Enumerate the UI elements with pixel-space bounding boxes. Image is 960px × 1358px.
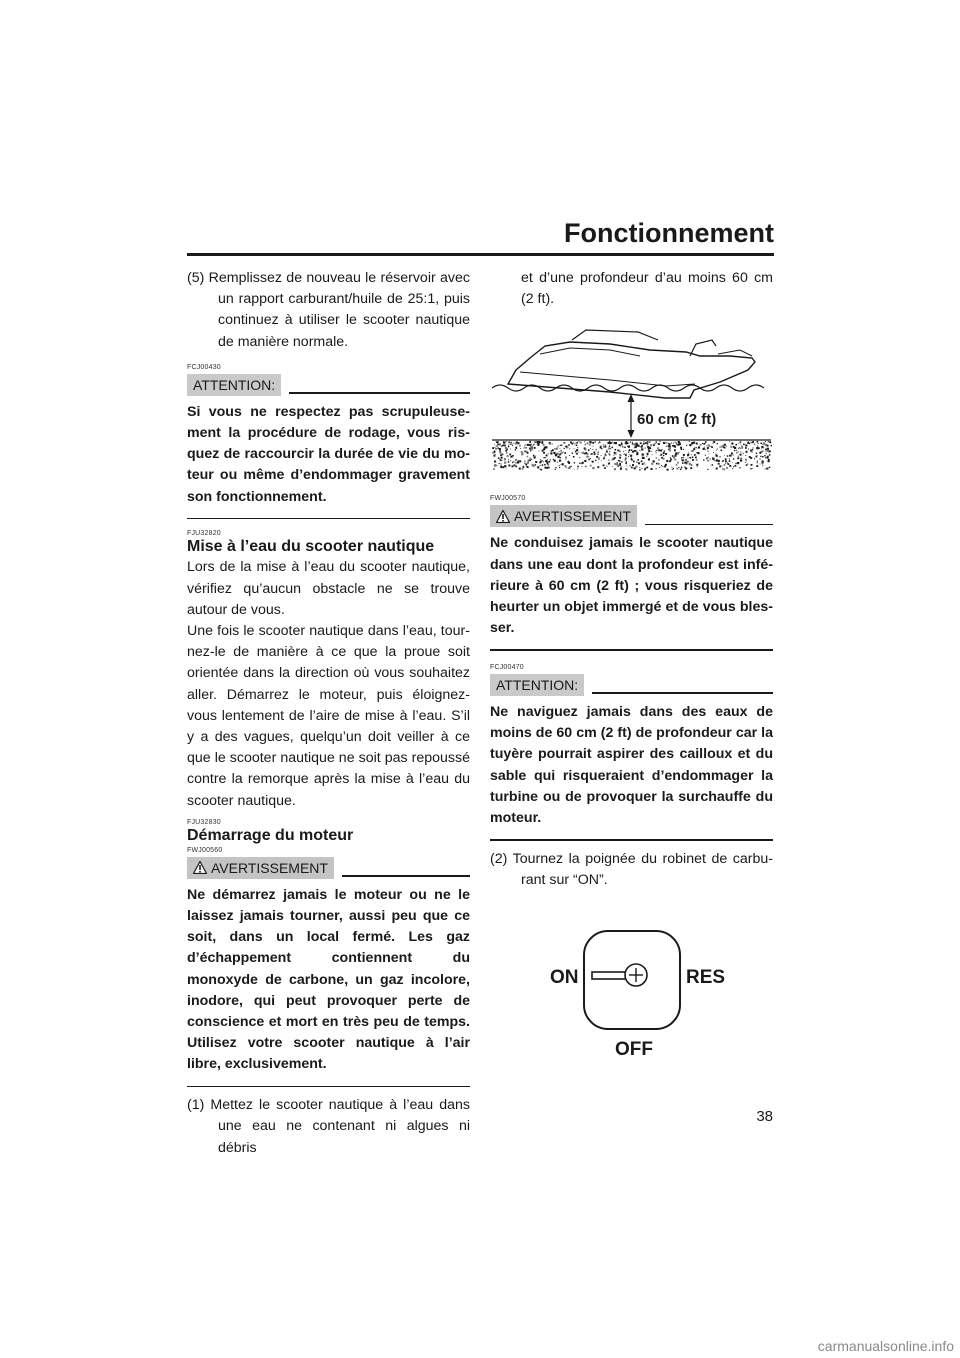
reference-code: FJU32830 <box>187 818 221 826</box>
attention-end-rule <box>187 518 470 520</box>
on-label: ON <box>550 967 579 989</box>
left-column <box>187 268 470 1159</box>
warning-header <box>187 857 470 879</box>
attention-label: ATTENTION: <box>187 374 281 396</box>
warning-rule <box>645 524 773 526</box>
attention-end-rule <box>490 839 773 841</box>
reference-code: FCJ00470 <box>490 663 524 671</box>
warning-label: AVERTISSEMENT <box>211 859 328 876</box>
section-title-launch: Mise à l’eau du scooter nautique <box>187 538 435 556</box>
header-rule <box>187 253 774 256</box>
attention-header <box>187 374 470 396</box>
depth-label: 60 cm (2 ft) <box>637 411 717 429</box>
off-label: OFF <box>615 1039 653 1061</box>
launch-paragraph-2: Une fois le scooter nautique dans l’eau, tournez-le de manière à ce que la proue soit orientée dans la direction où vous souhaitez aller. Démarrez le moteur, puis éloignez-vous lentement de l’aire de mise à l’eau. S’il y a des vagues, quelqu’un doit veiller à ce que le scooter nautique ne soit pas repoussé contre la remorque après la mise à l’eau du scooter nautique. <box>187 622 470 809</box>
warning-icon <box>496 510 510 523</box>
attention-rule <box>592 692 773 694</box>
warning-label: AVERTISSEMENT <box>514 508 631 525</box>
step-1-continued: et d’une profondeur d’au moins 60 cm (2 ft). <box>521 270 773 308</box>
warning-text: Ne démarrez jamais le moteur ou ne le laissez jamais tourner, aussi peu que ce soit, dans un local fermé. Les gaz d’échappement contiennent du monoxyde de carbone, un gaz incolore, inodore, qui peut provoquer perte de conscience et mort en très peu de temps. Utilisez votre scooter nautique à l’air libre, exclusivement. <box>187 886 470 1073</box>
reference-code: FWJ00570 <box>490 495 526 503</box>
attention-label: ATTENTION: <box>490 674 584 696</box>
reference-code: FJU32820 <box>187 530 221 538</box>
warning-text: Ne conduisez jamais le scooter nautique dans une eau dont la profondeur est inférieure à 60 cm (2 ft) ; vous risqueriez de heurter un objet immergé et de vous blesser. <box>490 535 773 637</box>
step-2: (2) Tournez la poignée du robinet de carburant sur “ON”. <box>490 850 773 888</box>
page-title: Fonctionnement <box>564 218 774 248</box>
watermark: carmanualsonline.info <box>817 1338 954 1354</box>
attention-text: Ne naviguez jamais dans des eaux de moins de 60 cm (2 ft) de profondeur car la tuyère pourrait aspirer des cailloux et du sable qui risqueraient d’endommager la turbine ou de provoquer la surchauffe du moteur. <box>490 703 773 826</box>
warning-label-box <box>490 505 637 527</box>
section-title-start: Démarrage du moteur <box>187 826 354 844</box>
attention-header <box>490 674 773 696</box>
attention-rule <box>289 392 470 394</box>
warning-label-box <box>187 857 334 879</box>
depth-figure <box>490 326 773 476</box>
warning-end-rule <box>187 1086 470 1088</box>
step-5: (5) Remplissez de nouveau le réservoir avec un rapport carburant/huile de 25:1, puis continuez à utiliser le scooter nautique de manière normale. <box>187 270 470 350</box>
warning-end-rule <box>490 649 773 651</box>
attention-text: Si vous ne respectez pas scrupuleusement la procédure de rodage, vous risquez de raccourcir la durée de vie du moteur ou même d’endommager gravement son fonctionnement. <box>187 403 470 505</box>
warning-header <box>490 505 773 527</box>
reference-code: FWJ00560 <box>187 846 223 854</box>
res-label: RES <box>686 967 726 989</box>
seabed <box>492 440 772 471</box>
warning-icon <box>193 861 207 874</box>
page-number: 38 <box>756 1108 773 1125</box>
warning-rule <box>342 875 470 877</box>
launch-paragraph-1: Lors de la mise à l’eau du scooter nautique, vérifiez qu’aucun obstacle ne se trouve autour de vous. <box>187 559 470 618</box>
step-1: (1) Mettez le scooter nautique à l’eau dans une eau ne contenant ni algues ni débris <box>187 1097 470 1156</box>
reference-code: FCJ00430 <box>187 363 221 371</box>
fuel-cock-figure <box>490 919 773 1069</box>
right-column <box>490 268 773 1069</box>
